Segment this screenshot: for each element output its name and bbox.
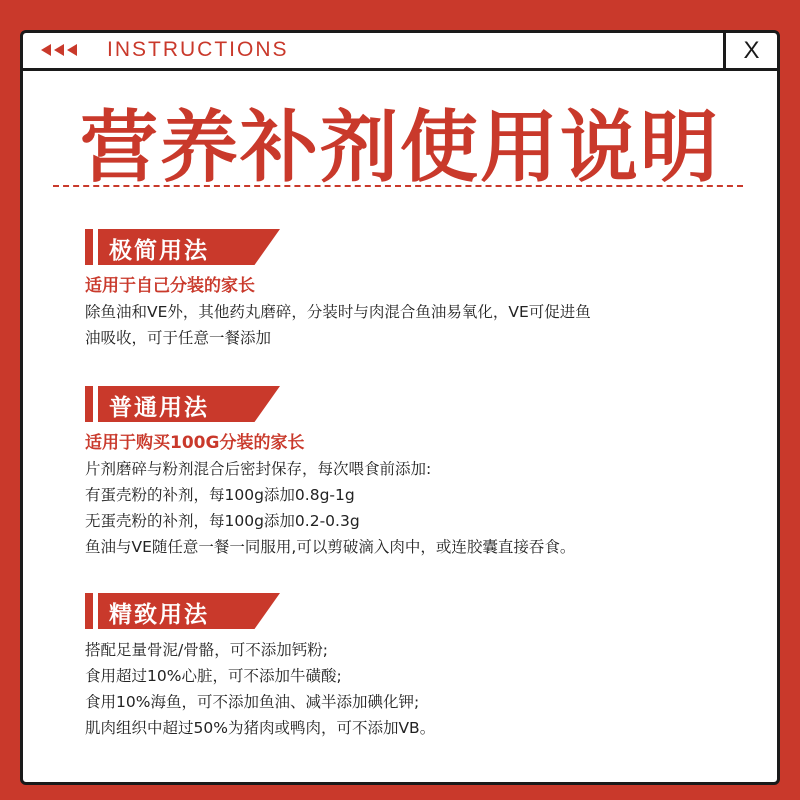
section-heading — [85, 593, 285, 629]
dashed-divider — [53, 185, 743, 187]
page-title: 营养补剂使用说明 — [79, 103, 720, 193]
body-line: 肌肉组织中超过50%为猪肉或鸭肉，可不添加VB。 — [85, 719, 436, 737]
window-title: INSTRUCTIONS — [107, 38, 289, 61]
instruction-card — [20, 30, 780, 785]
body-line: 有蛋壳粉的补剂，每100g添加0.8g-1g — [85, 486, 355, 504]
section-heading-label: 极简用法 — [109, 238, 209, 264]
body-line: 除鱼油和VE外，其他药丸磨碎，分装时与肉混合鱼油易氧化，VE可促进鱼 — [85, 303, 591, 321]
body-line: 食用10%海鱼，可不添加鱼油、减半添加碘化钾; — [85, 693, 420, 711]
section-heading — [85, 386, 285, 422]
body-line: 鱼油与VE随任意一餐一同服用,可以剪破滴入肉中，或连胶囊直接吞食。 — [85, 538, 576, 556]
back-arrows-icon — [41, 44, 77, 56]
close-button[interactable]: X — [723, 33, 777, 68]
section-heading — [85, 229, 285, 265]
body-line: 无蛋壳粉的补剂，每100g添加0.2-0.3g — [85, 512, 360, 530]
body-line: 食用超过10%心脏，可不添加牛磺酸; — [85, 667, 342, 685]
body-line: 油吸收，可于任意一餐添加 — [85, 329, 272, 347]
section-heading-label: 精致用法 — [109, 602, 209, 628]
body-line: 搭配足量骨泥/骨骼，可不添加钙粉; — [85, 641, 328, 659]
section-heading-label: 普通用法 — [109, 395, 209, 421]
section-simple — [85, 229, 765, 351]
section-refined — [85, 593, 765, 741]
body-line: 片剂磨碎与粉剂混合后密封保存，每次喂食前添加: — [85, 460, 432, 478]
window-titlebar — [23, 33, 777, 71]
section-subtitle: 适用于自己分装的家长 — [85, 276, 255, 296]
section-normal — [85, 386, 765, 560]
section-subtitle: 适用于购买100G分装的家长 — [85, 433, 305, 453]
